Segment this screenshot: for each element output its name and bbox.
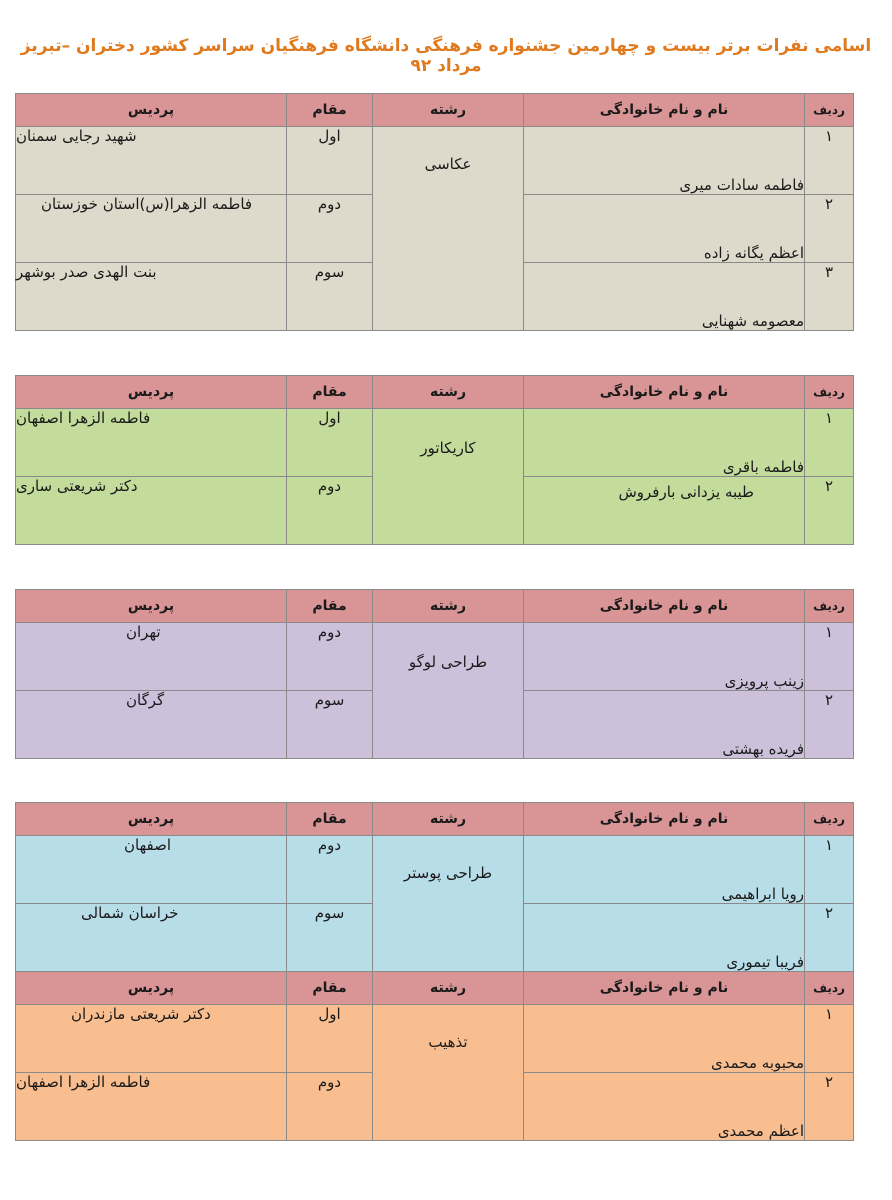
- table-row: [16, 836, 854, 904]
- campus-cell: تهران: [16, 623, 287, 691]
- illumination-table: [15, 971, 854, 1141]
- campus-header: پردیس: [16, 376, 287, 409]
- name-cell: رویا ابراهیمی: [524, 836, 805, 904]
- name-cell: فریده بهشتی: [524, 691, 805, 759]
- name-header: نام و نام خانوادگی: [524, 972, 805, 1005]
- campus-cell: اصفهان: [16, 836, 287, 904]
- field-header: رشته: [373, 94, 524, 127]
- rank-cell: سوم: [287, 263, 373, 331]
- field-cell: عکاسی: [373, 127, 524, 331]
- campus-cell: خراسان شمالی: [16, 904, 287, 972]
- rank-cell: دوم: [287, 477, 373, 545]
- name-cell: اعظم محمدی: [524, 1073, 805, 1141]
- radif-header: ردیف: [805, 590, 854, 623]
- field-cell: تذهیب: [373, 1005, 524, 1141]
- campus-header: پردیس: [16, 590, 287, 623]
- campus-header: پردیس: [16, 972, 287, 1005]
- radif-cell: ۱: [805, 623, 854, 691]
- campus-cell: گرگان: [16, 691, 287, 759]
- poster-design-table: [15, 802, 854, 972]
- name-header: نام و نام خانوادگی: [524, 590, 805, 623]
- field-header: رشته: [373, 590, 524, 623]
- campus-cell: شهید رجایی سمنان: [16, 127, 287, 195]
- radif-cell: ۱: [805, 1005, 854, 1073]
- radif-header: ردیف: [805, 803, 854, 836]
- radif-cell: ۱: [805, 836, 854, 904]
- table-row: [16, 623, 854, 691]
- field-cell: کاریکاتور: [373, 409, 524, 545]
- radif-cell: ۱: [805, 127, 854, 195]
- rank-cell: اول: [287, 409, 373, 477]
- header-row: [16, 590, 854, 623]
- name-header: نام و نام خانوادگی: [524, 803, 805, 836]
- field-cell: طراحی پوستر: [373, 836, 524, 972]
- rank-cell: دوم: [287, 836, 373, 904]
- campus-cell: فاطمه الزهرا(س)استان خوزستان: [16, 195, 287, 263]
- campus-cell: فاطمه الزهرا اصفهان: [16, 1073, 287, 1141]
- radif-header: ردیف: [805, 376, 854, 409]
- logo-design-table: [15, 589, 854, 759]
- field-cell: طراحی لوگو: [373, 623, 524, 759]
- field-header: رشته: [373, 803, 524, 836]
- campus-cell: بنت الهدی صدر بوشهر: [16, 263, 287, 331]
- radif-cell: ۲: [805, 691, 854, 759]
- radif-cell: ۲: [805, 195, 854, 263]
- rank-header: مقام: [287, 590, 373, 623]
- table-row: [16, 1005, 854, 1073]
- rank-cell: اول: [287, 1005, 373, 1073]
- name-cell: فاطمه باقری: [524, 409, 805, 477]
- table-row: [16, 409, 854, 477]
- campus-header: پردیس: [16, 803, 287, 836]
- rank-header: مقام: [287, 803, 373, 836]
- name-cell: طیبه یزدانی بارفروش: [524, 477, 805, 545]
- name-cell: زینب پرویزی: [524, 623, 805, 691]
- header-row: [16, 94, 854, 127]
- campus-cell: دکتر شریعتی ساری: [16, 477, 287, 545]
- radif-header: ردیف: [805, 972, 854, 1005]
- photography-table: [15, 93, 854, 331]
- header-row: [16, 972, 854, 1005]
- campus-header: پردیس: [16, 94, 287, 127]
- caricature-table: [15, 375, 854, 545]
- name-header: نام و نام خانوادگی: [524, 376, 805, 409]
- name-cell: فریبا تیموری: [524, 904, 805, 972]
- name-header: نام و نام خانوادگی: [524, 94, 805, 127]
- field-header: رشته: [373, 376, 524, 409]
- radif-cell: ۲: [805, 904, 854, 972]
- name-cell: معصومه شهنایی: [524, 263, 805, 331]
- header-row: [16, 803, 854, 836]
- radif-cell: ۱: [805, 409, 854, 477]
- rank-cell: دوم: [287, 1073, 373, 1141]
- name-cell: اعظم یگانه زاده: [524, 195, 805, 263]
- rank-cell: سوم: [287, 691, 373, 759]
- radif-cell: ۲: [805, 477, 854, 545]
- rank-cell: سوم: [287, 904, 373, 972]
- field-header: رشته: [373, 972, 524, 1005]
- campus-cell: دکتر شریعتی مازندران: [16, 1005, 287, 1073]
- rank-cell: دوم: [287, 623, 373, 691]
- radif-cell: ۲: [805, 1073, 854, 1141]
- rank-cell: دوم: [287, 195, 373, 263]
- name-cell: فاطمه سادات میری: [524, 127, 805, 195]
- rank-header: مقام: [287, 376, 373, 409]
- campus-cell: فاطمه الزهرا اصفهان: [16, 409, 287, 477]
- radif-header: ردیف: [805, 94, 854, 127]
- rank-header: مقام: [287, 94, 373, 127]
- rank-header: مقام: [287, 972, 373, 1005]
- rank-cell: اول: [287, 127, 373, 195]
- header-row: [16, 376, 854, 409]
- name-cell: محبوبه محمدی: [524, 1005, 805, 1073]
- table-row: [16, 127, 854, 195]
- page-title: اسامی نفرات برتر بیست و چهارمین جشنواره فرهنگی دانشگاه فرهنگیان سراسر کشور دختران –تبریز مرداد ۹۲: [20, 36, 872, 76]
- radif-cell: ۳: [805, 263, 854, 331]
